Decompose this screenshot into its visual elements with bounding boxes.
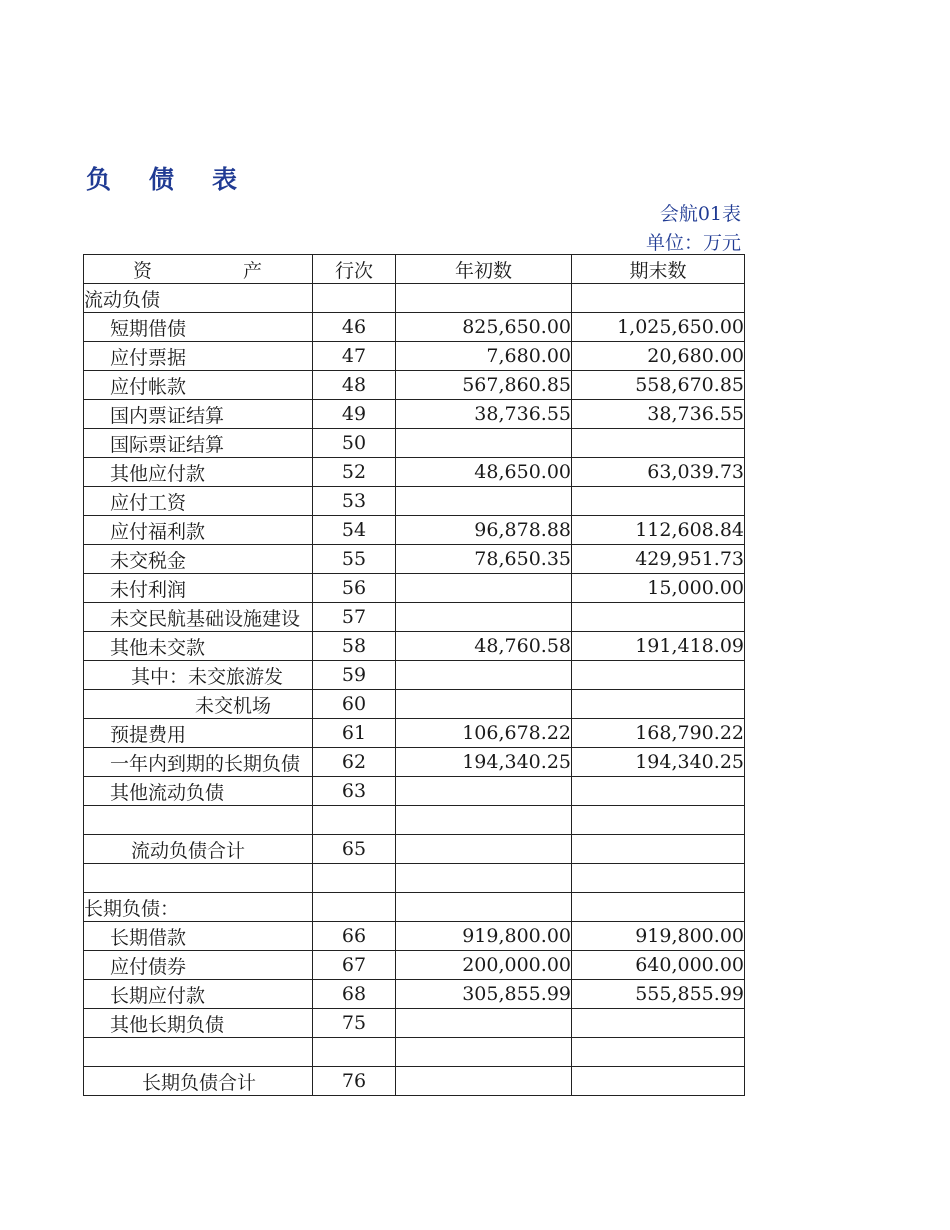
table-row: [84, 342, 745, 371]
row-end-value: 38,736.55: [572, 400, 745, 429]
table-row: [84, 806, 745, 835]
table-header-row: [84, 255, 745, 284]
row-line-number: 54: [313, 516, 396, 545]
table-row: [84, 487, 745, 516]
row-begin-value: [396, 806, 572, 835]
header-begin: 年初数: [396, 255, 572, 284]
row-line-number: 46: [313, 313, 396, 342]
row-end-value: [572, 1038, 745, 1067]
row-end-value: 1,025,650.00: [572, 313, 745, 342]
row-end-value: 15,000.00: [572, 574, 745, 603]
report-title: [86, 160, 275, 196]
row-label: 长期应付款: [84, 980, 313, 1009]
row-end-value: 168,790.22: [572, 719, 745, 748]
row-label: 应付票据: [84, 342, 313, 371]
row-label: [84, 864, 313, 893]
row-line-number: 59: [313, 661, 396, 690]
row-line-number: 55: [313, 545, 396, 574]
liability-table: [83, 254, 745, 1096]
row-begin-value: [396, 835, 572, 864]
row-end-value: [572, 777, 745, 806]
row-begin-value: [396, 1067, 572, 1096]
row-end-value: [572, 661, 745, 690]
table-row: [84, 400, 745, 429]
row-end-value: [572, 603, 745, 632]
title-char: 表: [212, 165, 238, 194]
row-begin-value: [396, 777, 572, 806]
row-line-number: 61: [313, 719, 396, 748]
row-end-value: [572, 1067, 745, 1096]
table-row: [84, 603, 745, 632]
table-row: [84, 777, 745, 806]
table-row: [84, 980, 745, 1009]
row-label: 其他流动负债: [84, 777, 313, 806]
row-label: 应付工资: [84, 487, 313, 516]
row-begin-value: [396, 429, 572, 458]
row-line-number: [313, 864, 396, 893]
row-line-number: 50: [313, 429, 396, 458]
row-begin-value: 200,000.00: [396, 951, 572, 980]
row-end-value: [572, 690, 745, 719]
row-label: 应付帐款: [84, 371, 313, 400]
row-end-value: 112,608.84: [572, 516, 745, 545]
table-row: [84, 574, 745, 603]
row-begin-value: 305,855.99: [396, 980, 572, 1009]
table-row: [84, 516, 745, 545]
row-label: 其中：未交旅游发: [84, 661, 313, 690]
row-end-value: 191,418.09: [572, 632, 745, 661]
row-line-number: 47: [313, 342, 396, 371]
row-begin-value: [396, 574, 572, 603]
table-row: [84, 371, 745, 400]
row-end-value: [572, 1009, 745, 1038]
row-begin-value: [396, 487, 572, 516]
form-code: 会航01表: [659, 203, 741, 225]
row-line-number: 52: [313, 458, 396, 487]
table-row: [84, 458, 745, 487]
row-begin-value: 96,878.88: [396, 516, 572, 545]
row-end-value: 640,000.00: [572, 951, 745, 980]
row-end-value: 555,855.99: [572, 980, 745, 1009]
row-end-value: 20,680.00: [572, 342, 745, 371]
row-begin-value: [396, 661, 572, 690]
table-row: [84, 1009, 745, 1038]
row-label: 其他长期负债: [84, 1009, 313, 1038]
table-body: [84, 284, 745, 1096]
row-line-number: 57: [313, 603, 396, 632]
title-char: 负: [86, 165, 112, 194]
row-begin-value: 7,680.00: [396, 342, 572, 371]
header-asset-right: 产: [243, 259, 263, 282]
row-label: 流动负债: [84, 284, 313, 313]
row-line-number: 60: [313, 690, 396, 719]
row-begin-value: [396, 284, 572, 313]
row-end-value: [572, 835, 745, 864]
table-row: [84, 284, 745, 313]
table-row: [84, 690, 745, 719]
row-line-number: 56: [313, 574, 396, 603]
row-line-number: 62: [313, 748, 396, 777]
row-end-value: [572, 864, 745, 893]
row-begin-value: [396, 690, 572, 719]
table-row: [84, 1038, 745, 1067]
row-end-value: 919,800.00: [572, 922, 745, 951]
row-line-number: 48: [313, 371, 396, 400]
row-label: 未交税金: [84, 545, 313, 574]
row-end-value: [572, 429, 745, 458]
row-begin-value: 48,650.00: [396, 458, 572, 487]
table-row: [84, 951, 745, 980]
row-label: 未交机场: [84, 690, 313, 719]
row-line-number: [313, 893, 396, 922]
header-end: 期末数: [572, 255, 745, 284]
row-label: 短期借债: [84, 313, 313, 342]
table-row: [84, 864, 745, 893]
table-row: [84, 1067, 745, 1096]
row-begin-value: 825,650.00: [396, 313, 572, 342]
row-line-number: [313, 284, 396, 313]
row-label: 应付债券: [84, 951, 313, 980]
row-line-number: 58: [313, 632, 396, 661]
table-row: [84, 922, 745, 951]
row-begin-value: 194,340.25: [396, 748, 572, 777]
header-asset: [84, 255, 313, 284]
row-label: 国际票证结算: [84, 429, 313, 458]
table-row: [84, 835, 745, 864]
row-end-value: 194,340.25: [572, 748, 745, 777]
row-begin-value: 48,760.58: [396, 632, 572, 661]
row-label: 未交民航基础设施建设: [84, 603, 313, 632]
row-end-value: 558,670.85: [572, 371, 745, 400]
row-end-value: 63,039.73: [572, 458, 745, 487]
row-label: 长期负债合计: [84, 1067, 313, 1096]
row-end-value: [572, 487, 745, 516]
row-label: 其他应付款: [84, 458, 313, 487]
table-row: [84, 748, 745, 777]
row-label: 一年内到期的长期负债: [84, 748, 313, 777]
row-line-number: 49: [313, 400, 396, 429]
row-label: 未付利润: [84, 574, 313, 603]
row-label: [84, 806, 313, 835]
row-line-number: 66: [313, 922, 396, 951]
row-line-number: [313, 806, 396, 835]
table-row: [84, 429, 745, 458]
table-row: [84, 313, 745, 342]
row-begin-value: [396, 603, 572, 632]
header-line: 行次: [313, 255, 396, 284]
unit-label: 单位：万元: [645, 232, 741, 254]
row-line-number: [313, 1038, 396, 1067]
title-char: 债: [149, 165, 175, 194]
table-row: [84, 661, 745, 690]
row-label: 国内票证结算: [84, 400, 313, 429]
row-begin-value: [396, 864, 572, 893]
header-asset-left: 资: [133, 259, 153, 282]
row-end-value: [572, 806, 745, 835]
row-begin-value: 919,800.00: [396, 922, 572, 951]
row-label: 流动负债合计: [84, 835, 313, 864]
row-begin-value: [396, 1038, 572, 1067]
row-end-value: [572, 893, 745, 922]
row-line-number: 75: [313, 1009, 396, 1038]
row-end-value: [572, 284, 745, 313]
table-row: [84, 632, 745, 661]
row-line-number: 76: [313, 1067, 396, 1096]
row-label: 其他未交款: [84, 632, 313, 661]
table-row: [84, 545, 745, 574]
row-label: 长期借款: [84, 922, 313, 951]
row-begin-value: 78,650.35: [396, 545, 572, 574]
row-label: 预提费用: [84, 719, 313, 748]
row-end-value: 429,951.73: [572, 545, 745, 574]
row-line-number: 53: [313, 487, 396, 516]
row-line-number: 67: [313, 951, 396, 980]
row-begin-value: 567,860.85: [396, 371, 572, 400]
table-row: [84, 719, 745, 748]
row-label: [84, 1038, 313, 1067]
row-begin-value: [396, 1009, 572, 1038]
row-label: 长期负债：: [84, 893, 313, 922]
row-line-number: 65: [313, 835, 396, 864]
row-begin-value: 38,736.55: [396, 400, 572, 429]
row-begin-value: 106,678.22: [396, 719, 572, 748]
table-row: [84, 893, 745, 922]
row-begin-value: [396, 893, 572, 922]
row-label: 应付福利款: [84, 516, 313, 545]
row-line-number: 68: [313, 980, 396, 1009]
row-line-number: 63: [313, 777, 396, 806]
